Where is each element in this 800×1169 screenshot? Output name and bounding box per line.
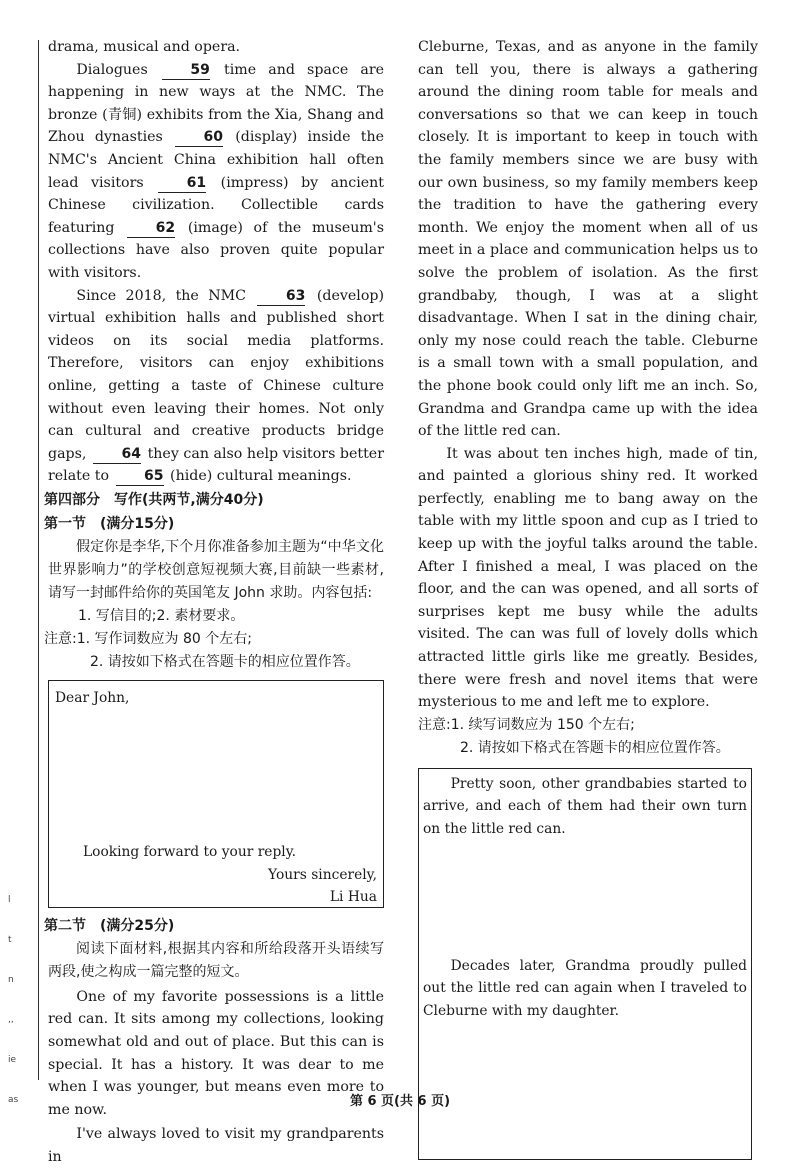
section1-prompt: 假定你是李华,下个月你准备参加主题为“中华文化世界影响力”的学校创意短视频大赛,目前缺一些素材,请写一封邮件给你的英国笔友 John 求助。内容包括: — [48, 538, 384, 601]
story-paragraph-2-start: I've always loved to visit my grandparents in — [48, 1126, 384, 1166]
story-paragraph-1: One of my favorite possessions is a little red can. It sits among my collections, looking somewhat old and out of place. But this can is special. It has a history. It was dear to me when I was younger, but means even more to me now. — [48, 988, 384, 1118]
continuation-note-1: 注意:1. 续写词数应为 150 个左右; — [418, 716, 635, 733]
page-footer: 第 6 页(共 6 页) — [349, 1094, 451, 1109]
text-run: they can also help visitors better relate to — [48, 445, 384, 485]
section1-note-1: 注意:1. 写作词数应为 80 个左右; — [44, 630, 252, 647]
side-mark: ie — [8, 1055, 17, 1065]
side-mark: l — [8, 895, 11, 905]
section2-heading: 第二节 (满分25分) — [44, 917, 175, 934]
side-margin-marks — [8, 880, 18, 1120]
text-run: Dialogues — [76, 61, 160, 78]
continuation-opening-1: Pretty soon, other grandbabies started to arrive, and each of them had their own turn on the little red can. — [423, 775, 747, 837]
letter-signature: Li Hua — [329, 888, 377, 905]
continuation-note-2: 2. 请按如下格式在答题卡的相应位置作答。 — [460, 739, 730, 756]
side-mark: t — [8, 935, 12, 945]
drama-line: drama, musical and opera. — [48, 39, 241, 55]
text-run: (display) inside the NMC's Ancient China exhibition hall often lead visitors — [48, 129, 384, 191]
text-run: (impress) by ancient Chinese civilization. Collectible cards featuring — [48, 174, 384, 236]
blank-65[interactable]: 65 — [116, 467, 164, 486]
story-paragraph-2-continued: Cleburne, Texas, and as anyone in the family can tell you, there is always a gathering around the dining room table for meals and conversations so that we can keep in touch closely. It is important to keep in touch with the family members since we are busy with our own business, so my family members keep the tradition to have the gathering every month. We enjoy the moment when all of us meet in a place and communication helps us to solve the problem of isolation. As the first grandbaby, though, I was at a slight disadvantage. When I sat in the dining chair, only my nose could reach the table. Cleburne is a small town with a small population, and the phone book could only lift me an inch. So, Grandma and Grandpa came up with the idea of the little red can. — [418, 39, 758, 440]
left-column — [44, 36, 384, 1169]
section1-points: 1. 写信目的;2. 素材要求。 — [78, 607, 245, 624]
right-column — [418, 36, 758, 1160]
blank-64[interactable]: 64 — [93, 445, 141, 464]
section1-note-2: 2. 请按如下格式在答题卡的相应位置作答。 — [90, 653, 360, 670]
blank-59[interactable]: 59 — [162, 61, 210, 80]
text-run: (hide) cultural meanings. — [165, 468, 352, 485]
section1-heading: 第一节 (满分15分) — [44, 515, 175, 532]
dialogues-paragraph — [48, 59, 384, 285]
blank-61[interactable]: 61 — [158, 174, 206, 193]
blank-62[interactable]: 62 — [127, 219, 175, 238]
blank-63[interactable]: 63 — [257, 287, 305, 306]
side-mark: as — [8, 1095, 19, 1105]
side-mark: n — [8, 975, 14, 985]
section2-prompt: 阅读下面材料,根据其内容和所给段落开头语续写两段,使之构成一篇完整的短文。 — [48, 940, 384, 980]
side-mark: ,, — [8, 1015, 14, 1025]
text-run: (develop) virtual exhibition halls and published short videos on its social media platforms. Therefore, visitors can enjoy exhibitions online, getting a taste of Chinese culture without even leaving their homes. Not only can cultural and creative products bridge gaps, — [48, 287, 384, 462]
text-run: (image) of the museum's collections have also proven quite popular with visitors. — [48, 219, 384, 281]
part4-heading: 第四部分 写作(共两节,满分40分) — [44, 491, 264, 508]
since-paragraph — [48, 285, 384, 488]
story-paragraph-3: It was about ten inches high, made of tin, and painted a glorious shiny red. It worked perfectly, enabling me to bang away on the table with my little spoon and cup as I tried to keep up with the joyful talks around the table. After I finished a meal, I was placed on the floor, and the can was opened, and all sorts of surprises kept me busy while the adults visited. The can was full of lovely dolls which attracted little girls like me greatly. Besides, there were fresh and novel items that were mysterious to me and left me to explore. — [418, 445, 758, 711]
letter-salutation: Dear John, — [55, 689, 130, 706]
blank-60[interactable]: 60 — [175, 128, 223, 147]
letter-signoff: Yours sincerely, — [268, 866, 377, 883]
margin-rule — [38, 40, 39, 1080]
letter-closing: Looking forward to your reply. — [83, 843, 297, 860]
continuation-opening-2: Decades later, Grandma proudly pulled out the little red can again when I traveled to Cleburne with my daughter. — [423, 957, 747, 1019]
text-run: time and space are happening in new ways at the NMC. The bronze (青铜) exhibits from the Xia, Shang and Zhou dynasties — [48, 61, 384, 146]
text-run: Since 2018, the NMC — [76, 287, 256, 304]
letter-answer-box[interactable] — [48, 680, 384, 908]
